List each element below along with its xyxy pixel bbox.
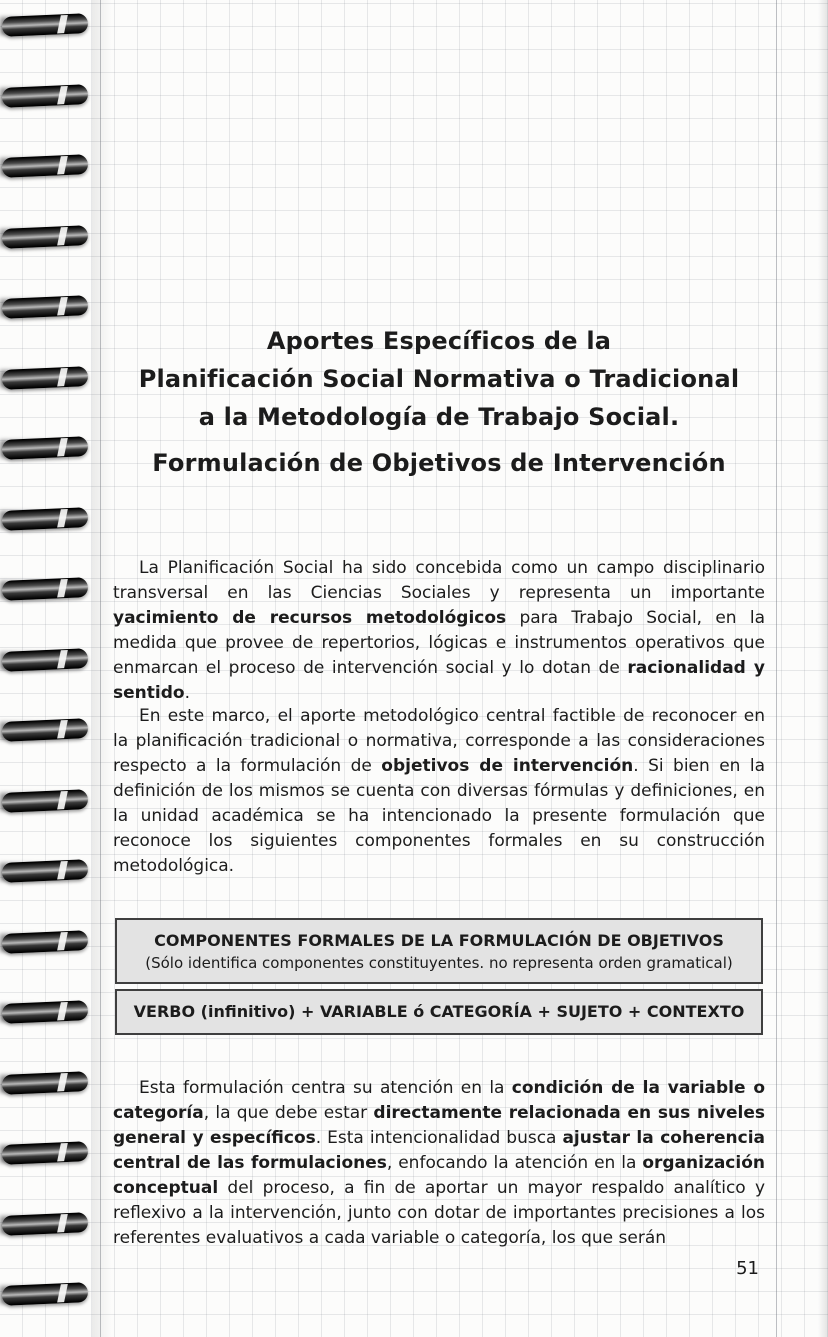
body-text: Esta formulación centra su atención en la: [139, 1078, 512, 1098]
body-text: . Esta intencionalidad busca: [315, 1128, 563, 1148]
spiral-coil: [0, 155, 94, 179]
spiral-coil-bar: [2, 225, 89, 249]
spiral-coil-bar: [2, 295, 89, 319]
spiral-coil: [0, 931, 94, 955]
bold-text: condición de la variable o categoría: [113, 1078, 766, 1123]
body-text: . Si bien en la definición de los mismos se cuenta con diversas fórmulas y definiciones, en la unidad académica se ha intencionado la presente formulación que reconoce los siguientes componentes formales en su construcción metodológica.: [113, 756, 765, 876]
spiral-coil-bar: [2, 366, 89, 390]
bold-text: racionalidad y sentido: [113, 658, 765, 703]
spiral-coil-bar: [2, 1141, 89, 1165]
spiral-coil-bar: [2, 154, 89, 178]
spiral-coil: [0, 1213, 94, 1237]
spiral-coil-bar: [2, 718, 89, 742]
body-text: para Trabajo Social, en la medida que provee de repertorios, lógicas e instrumentos operativos que enmarcan el proceso de intervención social y lo dotan de: [113, 608, 765, 678]
spiral-coil: [0, 1283, 94, 1307]
title-line-2: Planificación Social Normativa o Tradicional: [138, 365, 740, 393]
bold-text: yacimiento de recursos metodológicos: [113, 608, 507, 628]
body-text: En este marco, el aporte metodológico central factible de reconocer en la planificación tradicional o normativa, corresponde a las consideraciones respecto a la formulación de: [113, 706, 765, 776]
body-text: , enfocando la atención en la: [386, 1153, 643, 1173]
paragraph-3: [113, 1076, 765, 1251]
spiral-coil-bar: [2, 789, 89, 813]
body-text: La Planificación Social ha sido concebida como un campo disciplinario transversal en las Ciencias Sociales y representa un importante: [113, 558, 765, 603]
spiral-coil: [0, 719, 94, 743]
spiral-coil: [0, 85, 94, 109]
spiral-coil: [0, 367, 94, 391]
spiral-coil: [0, 1142, 94, 1166]
paragraph-2: [113, 704, 765, 879]
spiral-coil: [0, 226, 94, 250]
title-line-1: Aportes Específicos de la: [266, 327, 612, 355]
spiral-binding: [0, 0, 100, 1337]
spiral-coil-bar: [2, 1071, 89, 1095]
components-box: [115, 918, 763, 1035]
page-subtitle: Formulación de Objetivos de Intervención: [152, 449, 726, 477]
spiral-coil: [0, 508, 94, 532]
bold-text: objetivos de intervención: [381, 756, 634, 776]
components-box-title: COMPONENTES FORMALES DE LA FORMULACIÓN DE OBJETIVOS: [154, 931, 724, 950]
bold-text: directamente relacionada en sus niveles general y específicos: [113, 1103, 766, 1148]
paragraph-1: [113, 556, 765, 706]
body-text: , la que debe estar: [203, 1103, 374, 1123]
body-text: .: [184, 683, 190, 703]
spiral-coil: [0, 649, 94, 673]
spiral-coil-bar: [2, 507, 89, 531]
spiral-coil-bar: [2, 1282, 89, 1306]
components-box-header-section: [115, 918, 763, 984]
margin-line-left: [100, 0, 101, 1337]
spiral-coil: [0, 14, 94, 38]
spiral-coil: [0, 1072, 94, 1096]
margin-line-right: [776, 0, 777, 1337]
spiral-coil-bar: [2, 930, 89, 954]
components-box-formula: VERBO (infinitivo) + VARIABLE ó CATEGORÍA + SUJETO + CONTEXTO: [115, 989, 763, 1035]
spiral-coil-bar: [2, 859, 89, 883]
spiral-coil-bar: [2, 436, 89, 460]
bold-text: ajustar la coherencia central de las formulaciones: [113, 1128, 765, 1173]
spiral-coil-bar: [2, 1000, 89, 1024]
spiral-coil-bar: [2, 648, 89, 672]
spiral-coil: [0, 860, 94, 884]
body-text: del proceso, a fin de aportar un mayor respaldo analítico y reflexivo a la intervención, junto con dotar de importantes precisiones a los referentes evaluativos a cada variable o categoría, los que serán: [113, 1178, 765, 1248]
components-box-note: (Sólo identifica componentes constituyentes. no representa orden gramatical): [145, 954, 733, 972]
title-line-3: a la Metodología de Trabajo Social.: [198, 403, 680, 431]
spiral-coil-bar: [2, 13, 89, 37]
bold-text: organización conceptual: [113, 1153, 765, 1198]
spiral-coil-bar: [2, 84, 89, 108]
page-title: [113, 322, 765, 436]
spiral-coil-bar: [2, 1212, 89, 1236]
spiral-coil: [0, 1001, 94, 1025]
spiral-coil-bar: [2, 577, 89, 601]
spiral-coil: [0, 437, 94, 461]
page-content: [113, 0, 765, 1337]
page-number: 51: [736, 1258, 759, 1279]
spiral-coil: [0, 578, 94, 602]
spiral-coil: [0, 296, 94, 320]
spiral-coil: [0, 790, 94, 814]
